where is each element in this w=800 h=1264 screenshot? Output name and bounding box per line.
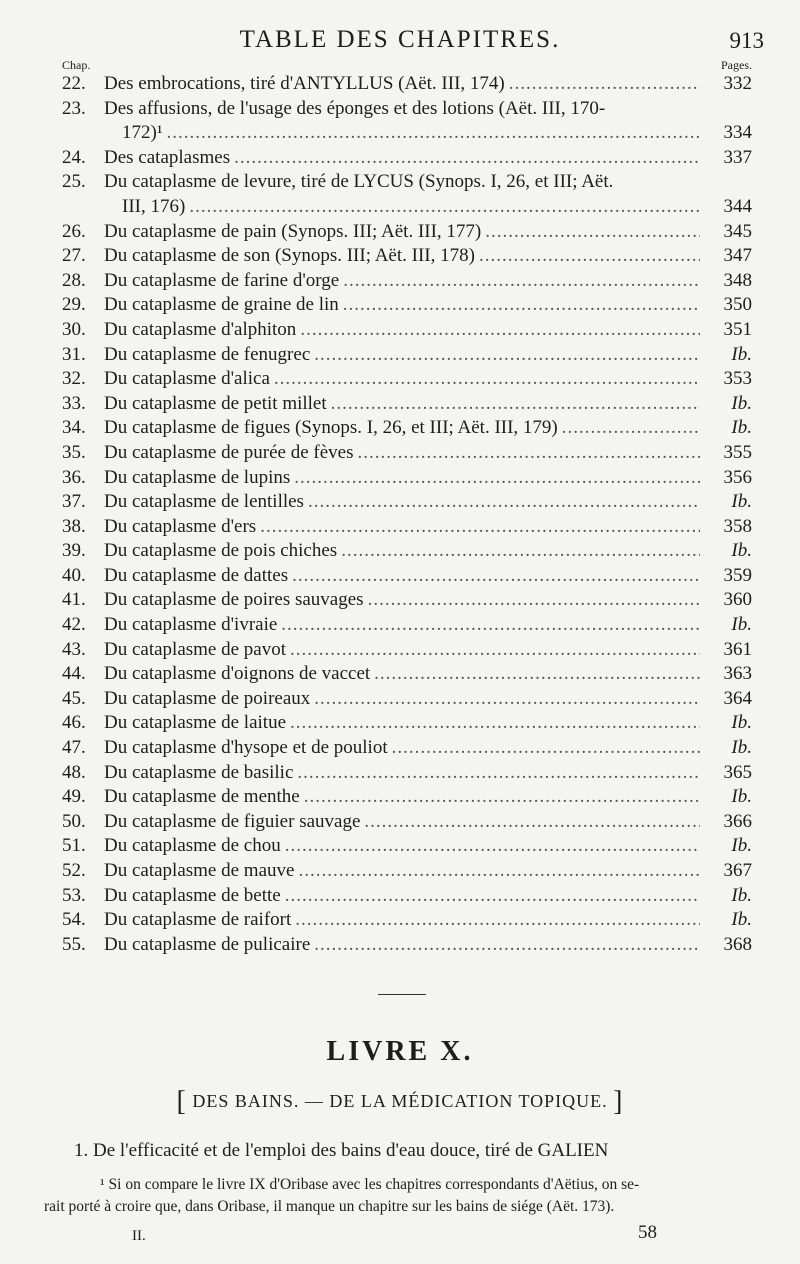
toc-entry — [62, 367, 752, 392]
chapter-text — [104, 834, 752, 859]
toc-entry — [62, 613, 752, 638]
dot-leader — [479, 244, 700, 269]
page-reference: 368 — [723, 933, 752, 955]
chapter-number: 32. — [62, 368, 86, 390]
chapter-number: 43. — [62, 638, 86, 660]
chapter-title-line: Des affusions, de l'usage des éponges et des lotions (Aët. III, 170- — [104, 97, 606, 119]
signature-mark: II. — [132, 1228, 146, 1244]
chapter-text — [104, 318, 752, 343]
page-reference: 364 — [723, 687, 752, 709]
chapter-title: Du cataplasme d'oignons de vaccet — [104, 663, 371, 685]
toc-entry — [62, 515, 752, 540]
toc-entry — [62, 884, 752, 909]
chapter-text — [104, 269, 752, 294]
chapter-text — [104, 761, 752, 786]
toc-entry — [62, 785, 752, 810]
dot-leader — [297, 761, 700, 786]
chapter-number: 52. — [62, 860, 86, 881]
separator-rule — [378, 994, 426, 995]
chapter-number: 28. — [62, 269, 86, 291]
chapter-number: 29. — [62, 294, 86, 316]
chapter-number: 27. — [62, 245, 86, 267]
toc-entry — [62, 220, 752, 245]
chapter-title: Du cataplasme d'alica — [104, 368, 270, 390]
chapter-number: 39. — [62, 540, 86, 562]
toc-entry — [62, 392, 752, 417]
chapter-text — [104, 859, 752, 884]
chapter-title: Du cataplasme de poireaux — [104, 687, 311, 709]
chapter-text — [104, 933, 752, 958]
chapter-title: Du cataplasme de laitue — [104, 712, 287, 734]
dot-leader — [308, 490, 700, 515]
livre-heading: LIVRE X. — [326, 1036, 474, 1067]
chapter-title: Des embrocations, tiré d'ANTYLLUS (Aët. III, 174) — [104, 73, 505, 94]
toc-entry — [62, 810, 752, 835]
folio-number: 58 — [638, 1222, 657, 1243]
toc-entry — [62, 539, 752, 564]
toc-entry — [62, 441, 752, 466]
dot-leader — [274, 367, 700, 392]
section-heading — [0, 1086, 800, 1118]
chapter-title: Du cataplasme de dattes — [104, 564, 289, 586]
toc-entry — [62, 72, 752, 97]
chapter-text — [104, 293, 752, 318]
page-reference: 350 — [723, 294, 752, 316]
chapter-number: 30. — [62, 318, 86, 340]
page-reference: Ib. — [731, 343, 752, 365]
chapter-number: 38. — [62, 515, 86, 537]
chapter-number: 47. — [62, 737, 86, 759]
page-reference: 359 — [723, 564, 752, 586]
dot-leader — [341, 539, 700, 564]
chapter-text — [104, 97, 752, 146]
chapter-title: Du cataplasme de chou — [104, 835, 281, 857]
toc-entry — [62, 244, 752, 269]
dot-leader — [234, 146, 700, 171]
page-reference: Ib. — [731, 614, 752, 636]
toc-entry — [62, 687, 752, 712]
chapter-number: 25. — [62, 171, 86, 193]
dot-leader — [292, 564, 700, 589]
page-reference: 355 — [723, 441, 752, 463]
chapter-number: 46. — [62, 712, 86, 734]
chapter-title: Du cataplasme d'ivraie — [104, 614, 278, 636]
page-reference: 332 — [723, 73, 752, 94]
chapter-text — [104, 466, 752, 491]
toc-entry — [62, 859, 752, 884]
dot-leader — [374, 662, 700, 687]
chapter-text — [104, 687, 752, 712]
chapter-text — [104, 220, 752, 245]
chapter-number: 49. — [62, 786, 86, 808]
page-reference: 358 — [723, 515, 752, 537]
chapter-number: 44. — [62, 663, 86, 685]
chapter-number: 35. — [62, 441, 86, 463]
page-reference: 345 — [723, 220, 752, 242]
chapter-number: 24. — [62, 146, 86, 168]
section-subtitle: DES BAINS. — DE LA MÉDICATION TOPIQUE. — [192, 1091, 608, 1111]
page-reference: 363 — [723, 663, 752, 685]
page-reference: 344 — [723, 195, 752, 217]
running-head — [0, 26, 800, 58]
toc-entry — [62, 416, 752, 441]
chapter-text — [104, 884, 752, 909]
page-title: TABLE DES CHAPITRES. — [239, 26, 561, 53]
dot-leader — [485, 220, 700, 245]
chapter-text — [104, 785, 752, 810]
chapter-title: Du cataplasme d'ers — [104, 515, 257, 537]
dot-leader — [314, 933, 700, 958]
dot-leader — [304, 785, 700, 810]
chapter-title: Du cataplasme de figues (Synops. I, 26, et III; Aët. III, 179) — [104, 417, 558, 439]
dot-leader — [343, 269, 700, 294]
chapter-number: 45. — [62, 687, 86, 709]
toc-entry — [62, 662, 752, 687]
footnote — [44, 1174, 756, 1218]
page-reference: Ib. — [731, 712, 752, 734]
chapter-title: Du cataplasme de farine d'orge — [104, 269, 340, 291]
chapter-text — [104, 613, 752, 638]
dot-leader — [298, 859, 700, 884]
chapter-number: 51. — [62, 835, 86, 857]
toc-entry — [62, 761, 752, 786]
toc-entry — [62, 97, 752, 146]
dot-leader — [290, 711, 700, 736]
dot-leader — [392, 736, 700, 761]
chapter-text — [104, 343, 752, 368]
page-reference: Ib. — [731, 417, 752, 439]
chapter-text — [104, 810, 752, 835]
chapter-number: 34. — [62, 417, 86, 439]
chapter-text — [104, 539, 752, 564]
chapter-number: 37. — [62, 491, 86, 513]
dot-leader — [314, 687, 700, 712]
pages-column-label: Pages. — [721, 58, 752, 72]
page-reference: 366 — [723, 810, 752, 832]
toc-entry — [62, 564, 752, 589]
toc-entry — [62, 588, 752, 613]
toc-entry — [62, 146, 752, 171]
page-reference: 360 — [723, 589, 752, 611]
chapter-text — [104, 564, 752, 589]
chapter-title: Du cataplasme de purée de fèves — [104, 441, 354, 463]
dot-leader — [295, 908, 700, 933]
chapter-title: Du cataplasme de menthe — [104, 786, 300, 808]
chapter-one-title: 1. De l'efficacité et de l'emploi des bains d'eau douce, tiré de GALIEN — [74, 1140, 609, 1161]
chapter-title-continuation: 172)¹ — [122, 122, 163, 144]
toc-entry — [62, 834, 752, 859]
chapter-title-line: Du cataplasme de levure, tiré de LYCUS (Synops. I, 26, et III; Aët. — [104, 171, 614, 193]
page-reference: 348 — [723, 269, 752, 291]
toc-entry — [62, 638, 752, 663]
chapter-number: 33. — [62, 392, 86, 414]
dot-leader — [167, 121, 700, 146]
table-of-contents — [62, 72, 752, 957]
chapter-text — [104, 662, 752, 687]
page-reference: 367 — [723, 860, 752, 881]
chapter-number: 41. — [62, 589, 86, 611]
chapter-title: Du cataplasme de graine de lin — [104, 294, 339, 316]
chapter-title: Du cataplasme d'hysope et de pouliot — [104, 737, 388, 759]
chapter-number: 48. — [62, 761, 86, 783]
chapter-number: 36. — [62, 466, 86, 488]
chapter-text — [104, 146, 752, 171]
chapter-text — [104, 515, 752, 540]
dot-leader — [368, 588, 700, 613]
footnote-line: rait porté à croire que, dans Oribase, il manque un chapitre sur les bains de siége (Aët. 173). — [44, 1198, 615, 1215]
dot-leader — [509, 72, 700, 97]
dot-leader — [281, 613, 700, 638]
chapter-number: 53. — [62, 884, 86, 906]
chapter-text — [104, 711, 752, 736]
dot-leader — [364, 810, 700, 835]
toc-entry — [62, 466, 752, 491]
page-reference: Ib. — [731, 392, 752, 414]
toc-entry — [62, 343, 752, 368]
footnote-line: ¹ Si on compare le livre IX d'Oribase avec les chapitres correspondants d'Aëtius, on se- — [100, 1176, 640, 1193]
chapter-number: 54. — [62, 909, 86, 931]
dot-leader — [358, 441, 700, 466]
toc-entry — [62, 170, 752, 219]
page-reference: 361 — [723, 638, 752, 660]
chapter-title: Du cataplasme d'alphiton — [104, 318, 297, 340]
page-number: 913 — [729, 28, 764, 53]
chapter-title: Des cataplasmes — [104, 146, 231, 168]
chapter-number: 31. — [62, 343, 86, 365]
bracket-close: ] — [613, 1086, 624, 1117]
page-reference: Ib. — [731, 884, 752, 906]
page-reference: 351 — [723, 318, 752, 340]
page-reference: 337 — [723, 146, 752, 168]
dot-leader — [343, 293, 700, 318]
chapter-text — [104, 416, 752, 441]
chapter-title-continuation: III, 176) — [122, 195, 186, 217]
chap-column-label: Chap. — [62, 58, 91, 72]
page-reference: 365 — [723, 761, 752, 783]
chapter-text — [104, 638, 752, 663]
chapter-title: Du cataplasme de fenugrec — [104, 343, 311, 365]
dot-leader — [290, 638, 700, 663]
page-reference: Ib. — [731, 835, 752, 857]
page-reference: 356 — [723, 466, 752, 488]
chapter-text — [104, 490, 752, 515]
chapter-title: Du cataplasme de figuier sauvage — [104, 810, 361, 832]
dot-leader — [285, 884, 700, 909]
chapter-text — [104, 588, 752, 613]
chapter-title: Du cataplasme de poires sauvages — [104, 589, 364, 611]
chapter-title: Du cataplasme de raifort — [104, 909, 292, 931]
bracket-open: [ — [176, 1086, 187, 1117]
chapter-title: Du cataplasme de lentilles — [104, 491, 304, 513]
chapter-text — [104, 908, 752, 933]
toc-entry — [62, 293, 752, 318]
toc-entry — [62, 269, 752, 294]
toc-entry — [62, 908, 752, 933]
chapter-title: Du cataplasme de pavot — [104, 638, 287, 660]
chapter-text — [104, 72, 752, 97]
page-reference: Ib. — [731, 491, 752, 513]
chapter-text — [104, 392, 752, 417]
page-reference: 353 — [723, 368, 752, 390]
dot-leader — [294, 466, 700, 491]
dot-leader — [314, 343, 700, 368]
chapter-title: Du cataplasme de pulicaire — [104, 933, 311, 955]
toc-entry — [62, 711, 752, 736]
dot-leader — [189, 195, 700, 220]
chapter-text — [104, 367, 752, 392]
dot-leader — [300, 318, 700, 343]
page-reference: Ib. — [731, 786, 752, 808]
page-reference: Ib. — [731, 737, 752, 759]
page-reference: Ib. — [731, 540, 752, 562]
chapter-title: Du cataplasme de petit millet — [104, 392, 327, 414]
dot-leader — [260, 515, 700, 540]
chapter-title: Du cataplasme de pain (Synops. III; Aët. III, 177) — [104, 220, 482, 242]
chapter-text — [104, 244, 752, 269]
chapter-number: 50. — [62, 810, 86, 832]
chapter-title: Du cataplasme de lupins — [104, 466, 291, 488]
chapter-text — [104, 441, 752, 466]
page-reference: Ib. — [731, 909, 752, 931]
chapter-number: 23. — [62, 97, 86, 119]
chapter-number: 40. — [62, 564, 86, 586]
chapter-title: Du cataplasme de pois chiches — [104, 540, 338, 562]
chapter-number: 42. — [62, 614, 86, 636]
chapter-text — [104, 736, 752, 761]
toc-entry — [62, 490, 752, 515]
chapter-title: Du cataplasme de son (Synops. III; Aët. III, 178) — [104, 245, 475, 267]
chapter-title: Du cataplasme de bette — [104, 884, 281, 906]
chapter-number: 55. — [62, 933, 86, 955]
toc-entry — [62, 933, 752, 958]
chapter-number: 22. — [62, 73, 86, 94]
chapter-title: Du cataplasme de mauve — [104, 860, 295, 881]
chapter-text — [104, 170, 752, 219]
chapter-title: Du cataplasme de basilic — [104, 761, 294, 783]
page-reference: 334 — [723, 122, 752, 144]
toc-entry — [62, 318, 752, 343]
dot-leader — [562, 416, 700, 441]
toc-entry — [62, 736, 752, 761]
chapter-number: 26. — [62, 220, 86, 242]
dot-leader — [285, 834, 700, 859]
page-reference: 347 — [723, 245, 752, 267]
dot-leader — [331, 392, 700, 417]
